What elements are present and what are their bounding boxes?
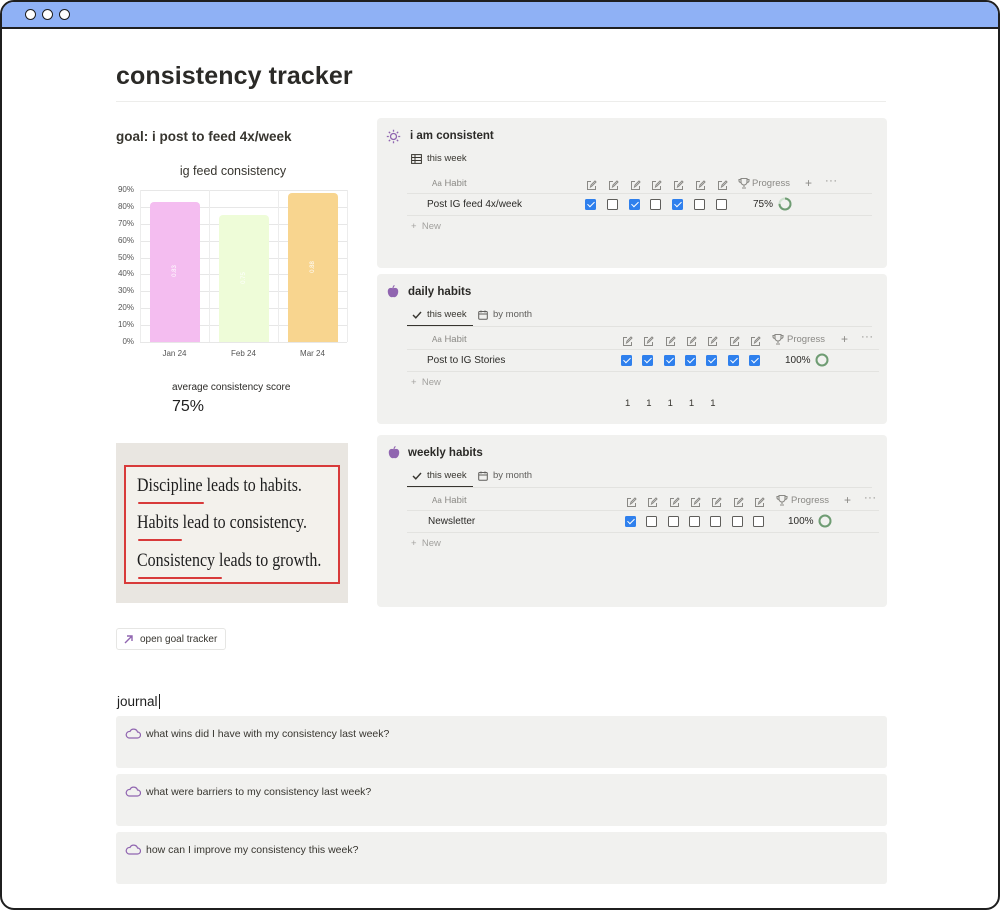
window-maximize-dot[interactable]: [59, 9, 70, 20]
checkbox-checked[interactable]: [749, 355, 760, 366]
more-options-icon[interactable]: ···: [825, 175, 838, 187]
tab-by-month[interactable]: [478, 470, 532, 481]
edit-property-icon[interactable]: [651, 178, 662, 189]
cloud-icon: [125, 728, 141, 739]
journal-prompt-1[interactable]: [116, 716, 887, 768]
journal-prompt-text: how can I improve my consistency this week?: [146, 844, 359, 856]
tab-this-week-label: this week: [427, 153, 467, 164]
chart-vertical-gridline: [209, 190, 210, 342]
y-tick-label: 50%: [117, 252, 134, 262]
progress-value: 100%: [788, 516, 814, 527]
checkbox-unchecked[interactable]: [668, 516, 679, 527]
edit-property-icon[interactable]: [622, 334, 633, 345]
progress-ring: [778, 197, 792, 211]
checkbox-checked[interactable]: [642, 355, 653, 366]
tab-this-week[interactable]: [412, 309, 467, 320]
daily-habits-title: daily habits: [408, 286, 472, 298]
column-summary-value: 1: [710, 398, 716, 409]
progress-ring: [818, 514, 832, 528]
chart-title: ig feed consistency: [179, 164, 287, 178]
chart-gridline: [140, 342, 347, 343]
habit-column-header[interactable]: Aa Habit: [432, 178, 467, 189]
consistent-card: [377, 118, 887, 268]
check-icon: [412, 472, 422, 480]
checkbox-checked[interactable]: [672, 199, 683, 210]
new-row-button[interactable]: + New: [411, 221, 441, 232]
edit-property-icon[interactable]: [643, 334, 654, 345]
quote-underline-2: [138, 539, 182, 541]
checkbox-unchecked[interactable]: [650, 199, 661, 210]
checkbox-unchecked[interactable]: [732, 516, 743, 527]
cloud-icon: [125, 844, 141, 855]
row-divider: [407, 532, 879, 533]
checkbox-unchecked[interactable]: [716, 199, 727, 210]
y-tick-label: 90%: [117, 185, 134, 194]
edit-property-icon[interactable]: [630, 178, 641, 189]
trophy-icon: [738, 177, 750, 189]
checkbox-checked[interactable]: [585, 199, 596, 210]
more-options-icon[interactable]: ···: [861, 331, 874, 343]
edit-property-icon[interactable]: [754, 495, 765, 506]
edit-property-icon[interactable]: [733, 495, 744, 506]
edit-property-icon[interactable]: [707, 334, 718, 345]
chart-vertical-gridline: [278, 190, 279, 342]
y-tick-label: 30%: [117, 286, 134, 296]
checkbox-checked[interactable]: [629, 199, 640, 210]
x-tick-label: Feb 24: [231, 349, 256, 358]
edit-property-icon[interactable]: [673, 178, 684, 189]
y-tick-label: 0%: [122, 337, 134, 346]
column-summary-value: 1: [625, 398, 631, 409]
checkbox-unchecked[interactable]: [689, 516, 700, 527]
edit-property-icon[interactable]: [626, 495, 637, 506]
quote-underline-3: [138, 577, 222, 579]
row-divider: [407, 371, 879, 372]
progress-value: 75%: [753, 199, 774, 210]
add-property-icon[interactable]: +: [805, 176, 813, 190]
habit-row-label[interactable]: Post to IG Stories: [427, 355, 506, 366]
quote-line-2: Habits lead to consistency.: [137, 512, 308, 533]
tab-by-month-label: by month: [493, 309, 533, 320]
header-divider: [407, 193, 872, 194]
tab-this-week[interactable]: [412, 470, 467, 481]
average-score-value: 75%: [172, 398, 205, 415]
progress-column-header[interactable]: Progress: [791, 495, 830, 506]
checkbox-checked[interactable]: [625, 516, 636, 527]
edit-property-icon[interactable]: [669, 495, 680, 506]
checkbox-unchecked[interactable]: [646, 516, 657, 527]
edit-property-icon[interactable]: [586, 178, 597, 189]
tab-divider: [407, 487, 872, 488]
checkbox-unchecked[interactable]: [753, 516, 764, 527]
y-tick-label: 10%: [117, 320, 134, 330]
y-tick-label: 70%: [117, 218, 134, 228]
consistent-card-title: i am consistent: [410, 130, 494, 142]
new-row-button[interactable]: + New: [411, 538, 441, 549]
apple-icon: [387, 285, 399, 298]
calendar-icon: [478, 471, 488, 481]
bar-chart: [116, 160, 350, 370]
arrow-up-right-icon: [123, 634, 134, 645]
cloud-icon: [125, 786, 141, 797]
check-icon: [412, 311, 422, 319]
habit-row-label[interactable]: Newsletter: [428, 516, 476, 527]
progress-ring: [815, 353, 829, 367]
bar-value-label: 0.83: [171, 265, 178, 277]
edit-property-icon[interactable]: [750, 334, 761, 345]
add-property-icon[interactable]: +: [844, 493, 852, 507]
tab-by-month[interactable]: [478, 309, 532, 320]
edit-property-icon[interactable]: [647, 495, 658, 506]
tab-by-month-label: by month: [493, 470, 533, 481]
quote-image: [116, 443, 348, 603]
trophy-icon: [776, 494, 788, 506]
checkbox-checked[interactable]: [706, 355, 717, 366]
window-close-dot[interactable]: [25, 9, 36, 20]
checkbox-unchecked[interactable]: [607, 199, 618, 210]
y-tick-label: 20%: [117, 303, 134, 313]
bar-value-label: 0.75: [240, 271, 247, 284]
weekly-habits-title: weekly habits: [408, 447, 483, 459]
edit-property-icon[interactable]: [608, 178, 619, 189]
header-divider: [407, 349, 879, 350]
sun-icon: [386, 129, 401, 144]
header-divider: [407, 510, 879, 511]
journal-prompt-text: what wins did I have with my consistency last week?: [146, 728, 390, 740]
tab-this-week[interactable]: [411, 153, 467, 164]
y-tick-label: 40%: [117, 269, 134, 279]
edit-property-icon[interactable]: [717, 178, 728, 189]
checkbox-checked[interactable]: [685, 355, 696, 366]
weekly-habits-card: [377, 435, 887, 607]
average-score-label: average consistency score: [172, 382, 291, 393]
more-options-icon[interactable]: ···: [864, 492, 877, 504]
edit-property-icon[interactable]: [665, 334, 676, 345]
chart-gridline: [140, 190, 347, 191]
progress-value: 100%: [785, 355, 811, 366]
page-title: consistency tracker: [116, 62, 353, 90]
quote-line-1: Discipline leads to habits.: [137, 475, 302, 496]
y-tick-label: 60%: [117, 235, 134, 245]
text-cursor: [159, 694, 160, 709]
progress-column-header[interactable]: Progress: [787, 334, 826, 345]
chart-vertical-gridline: [140, 190, 141, 342]
checkbox-unchecked[interactable]: [694, 199, 705, 210]
checkbox-checked[interactable]: [664, 355, 675, 366]
goal-heading: goal: i post to feed 4x/week: [116, 129, 292, 144]
row-divider: [407, 215, 872, 216]
table-icon: [411, 154, 422, 164]
journal-heading[interactable]: journal: [117, 694, 158, 709]
habit-column-header[interactable]: Aa Habit: [432, 334, 467, 345]
progress-column-header[interactable]: Progress: [752, 178, 791, 189]
edit-property-icon[interactable]: [690, 495, 701, 506]
quote-line-3: Consistency leads to growth.: [137, 550, 322, 571]
open-goal-tracker-button[interactable]: [116, 628, 226, 650]
quote-frame: [124, 465, 340, 584]
title-divider: [116, 101, 886, 102]
x-tick-label: Jan 24: [162, 349, 187, 358]
open-goal-tracker-label: open goal tracker: [140, 633, 218, 645]
column-summary-value: 1: [646, 398, 652, 409]
tab-this-week-label: this week: [427, 470, 467, 481]
add-property-icon[interactable]: +: [841, 332, 849, 346]
habit-column-header[interactable]: Aa Habit: [432, 495, 467, 506]
daily-habits-card: [377, 274, 887, 424]
bar-value-label: 0.88: [309, 260, 316, 273]
edit-property-icon[interactable]: [695, 178, 706, 189]
apple-icon: [388, 446, 400, 459]
edit-property-icon[interactable]: [729, 334, 740, 345]
journal-prompt-2[interactable]: [116, 774, 887, 826]
journal-prompt-text: what were barriers to my consistency last week?: [146, 786, 372, 798]
checkbox-unchecked[interactable]: [710, 516, 721, 527]
edit-property-icon[interactable]: [711, 495, 722, 506]
checkbox-checked[interactable]: [621, 355, 632, 366]
habit-row-label[interactable]: Post IG feed 4x/week: [427, 199, 523, 210]
window-minimize-dot[interactable]: [42, 9, 53, 20]
column-summary-value: 1: [667, 398, 673, 409]
journal-prompt-3[interactable]: [116, 832, 887, 884]
trophy-icon: [772, 333, 784, 345]
tab-this-week-label: this week: [427, 309, 467, 320]
y-tick-label: 80%: [117, 201, 134, 211]
checkbox-checked[interactable]: [728, 355, 739, 366]
chart-vertical-gridline: [347, 190, 348, 342]
x-tick-label: Mar 24: [300, 349, 325, 358]
new-row-button[interactable]: + New: [411, 377, 441, 388]
window-titlebar: [2, 2, 998, 29]
quote-underline-1: [138, 502, 204, 504]
column-summary-value: 1: [688, 398, 695, 409]
tab-divider: [407, 326, 872, 327]
edit-property-icon[interactable]: [686, 334, 697, 345]
calendar-icon: [478, 310, 488, 320]
